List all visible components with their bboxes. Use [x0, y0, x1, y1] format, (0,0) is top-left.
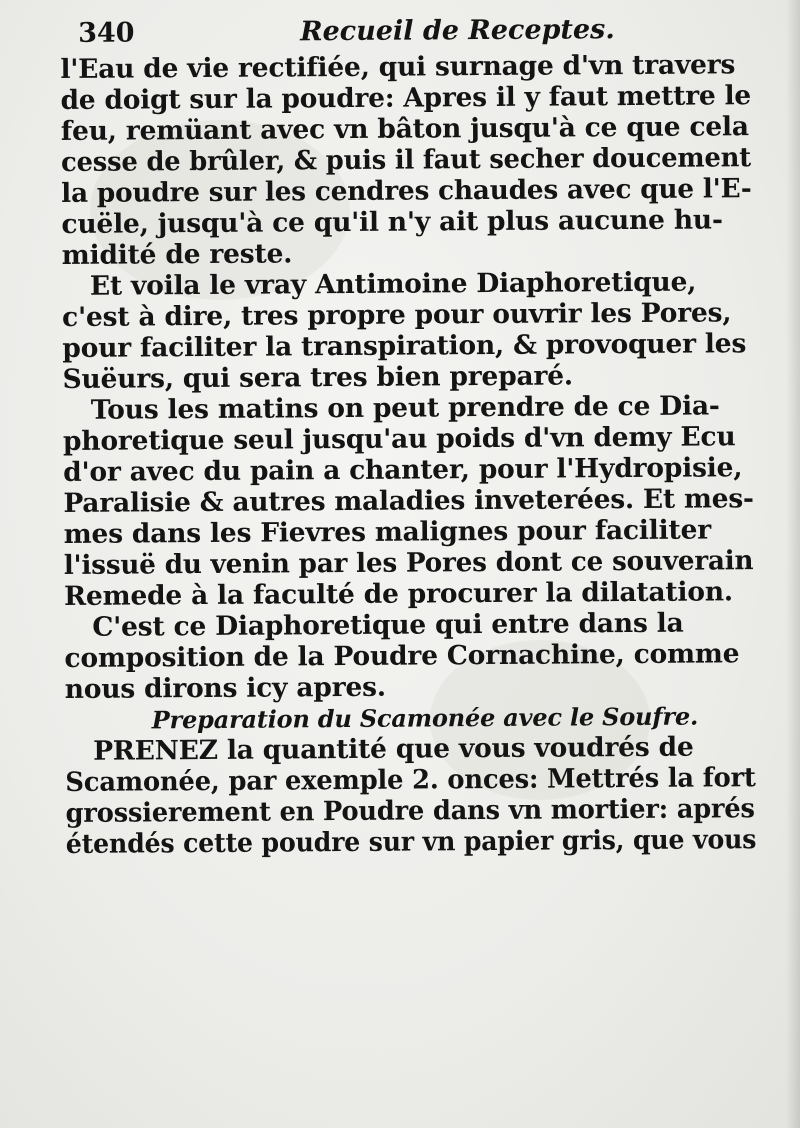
text-line: étendés cette poudre sur vn papier gris, que vous	[65, 824, 757, 860]
text-line: Paralisie & autres maladies inveterées. Et mes-	[63, 483, 754, 519]
paragraph-start-line: C'est ce Diaphoretique qui entre dans la	[92, 607, 684, 643]
page-number: 340	[78, 17, 135, 49]
paragraph-start-line: Tous les matins on peut prendre de ce Dia-	[90, 390, 720, 426]
text-line: la poudre sur les cendres chaudes avec que l'E-	[61, 173, 752, 209]
text-line: Remede à la faculté de procurer la dilatation.	[63, 576, 733, 612]
text-line: pour faciliter la transpiration, & provoquer les	[62, 328, 747, 364]
text-line: l'Eau de vie rectifiée, qui surnage d'vn travers	[60, 49, 736, 85]
text-line: Suëurs, qui sera tres bien preparé.	[62, 360, 574, 395]
text-block	[60, 9, 756, 860]
text-line: midité de reste.	[61, 238, 293, 271]
page-edge-shadow	[786, 0, 800, 1128]
text-line: d'or avec du pain a chanter, pour l'Hydropisie,	[63, 452, 743, 488]
paragraph-start-line: PRENEZ la quantité que vous voudrés de	[93, 731, 694, 767]
text-line: cuële, jusqu'à ce qu'il n'y ait plus aucune hu-	[61, 204, 723, 240]
section-heading: Preparation du Scamonée avec le Soufre.	[151, 701, 699, 735]
text-line: phoretique seul jusqu'au poids d'vn demy Ecu	[62, 421, 736, 457]
text-line: c'est à dire, tres propre pour ouvrir les Pores,	[62, 297, 732, 333]
text-line: mes dans les Fievres malignes pour faciliter	[63, 514, 712, 550]
text-line: l'issuë du venin par les Pores dont ce souverain	[63, 545, 754, 581]
page-header	[60, 9, 750, 54]
text-line: composition de la Poudre Cornachine, comme	[64, 638, 740, 674]
text-line: cesse de brûler, & puis il faut secher doucement	[60, 142, 752, 178]
text-line: de doigt sur la poudre: Apres il y faut mettre le	[60, 80, 752, 116]
paragraph-start-line: Et voila le vray Antimoine Diaphoretique,	[89, 266, 697, 302]
text-line: feu, remüant avec vn bâton jusqu'à ce que cela	[60, 111, 749, 147]
text-line: grossierement en Poudre dans vn mortier: aprés	[65, 793, 755, 829]
text-line: Scamonée, par exemple 2. onces: Mettrés la fort	[65, 762, 756, 798]
running-title: Recueil de Receptes.	[300, 14, 615, 48]
text-line: nous dirons icy apres.	[64, 671, 386, 705]
